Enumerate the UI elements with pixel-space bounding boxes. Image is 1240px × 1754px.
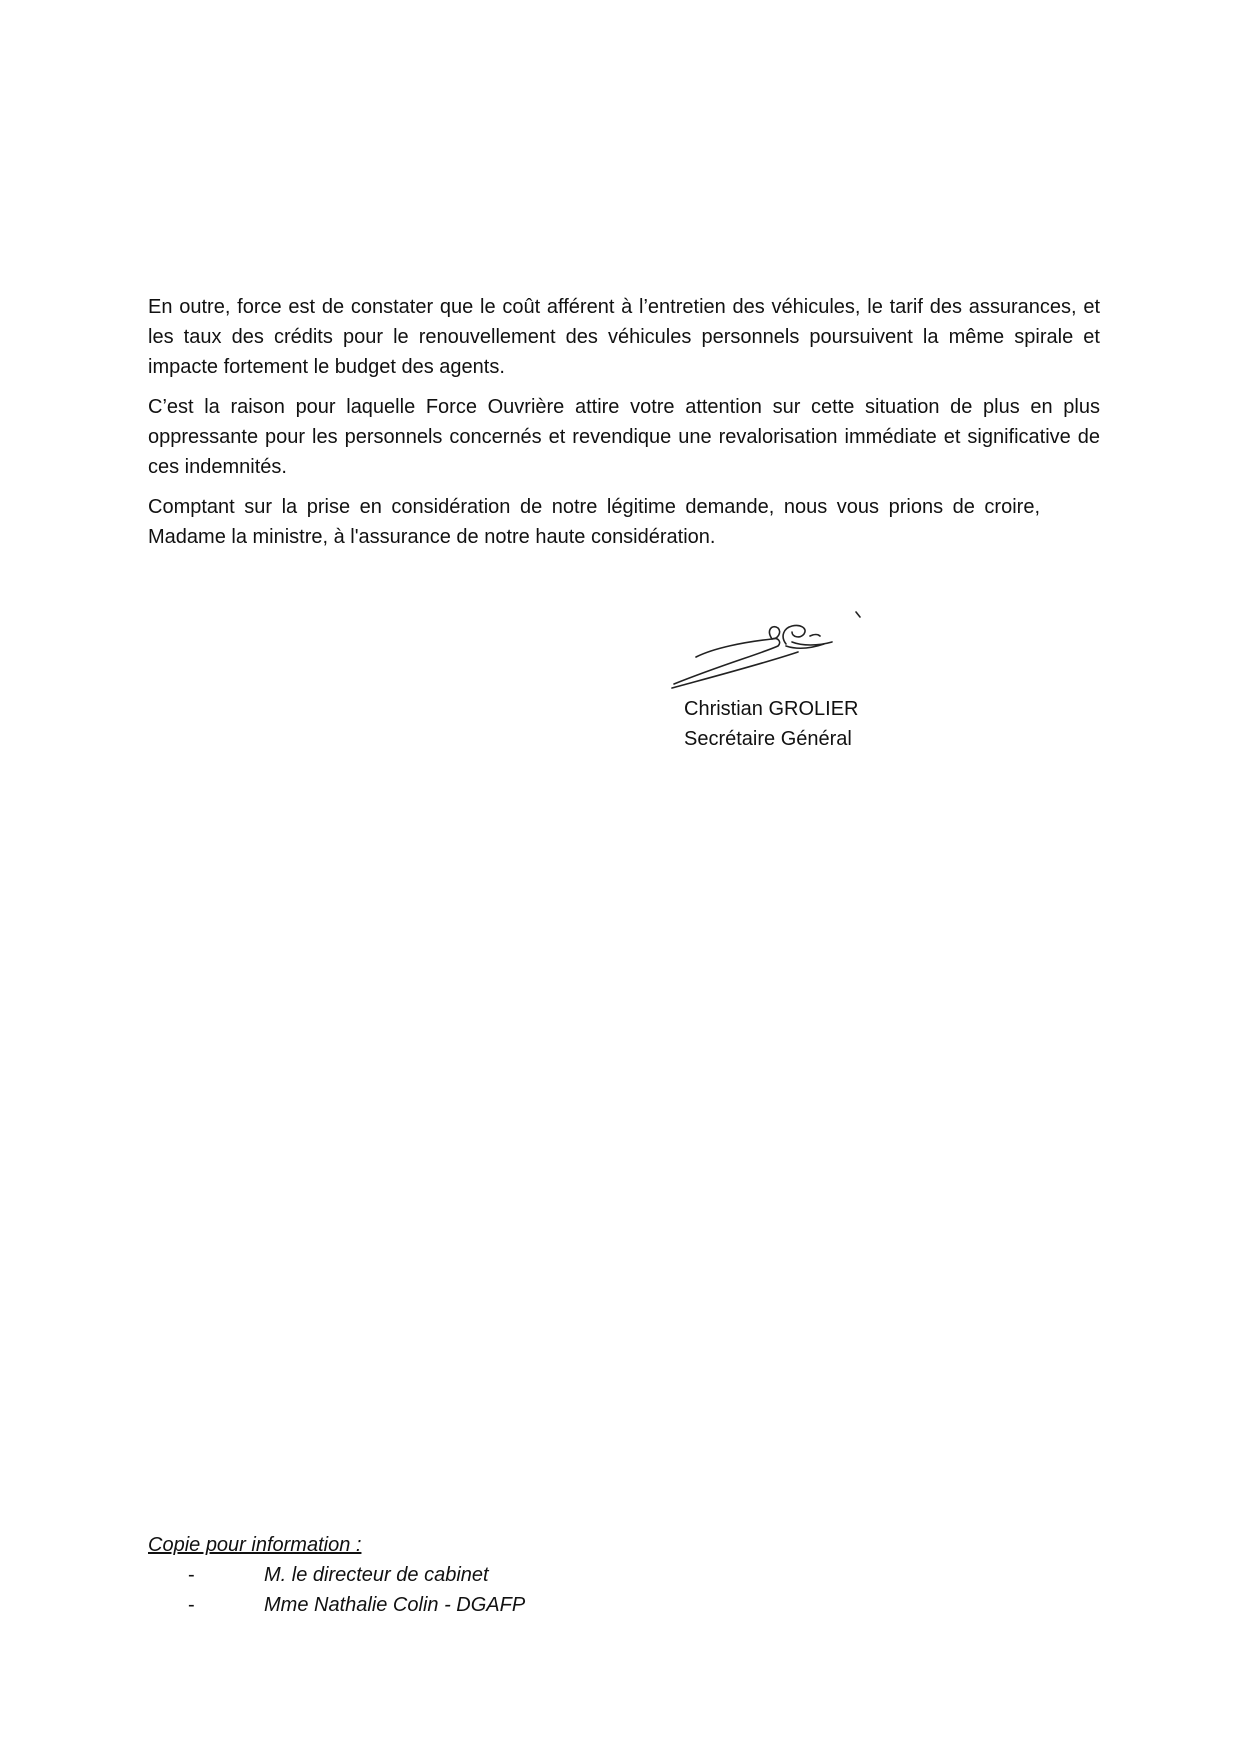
list-bullet: -	[188, 1564, 195, 1586]
copies-list	[148, 1560, 525, 1620]
paragraph-costs: En outre, force est de constater que le coût afférent à l’entretien des véhicules, le tarif des assurances, et les taux des crédits pour le renouvellement des véhicules personnels poursuivent la même spirale et impacte fortement le budget des agents.	[148, 296, 1100, 378]
signer-block	[684, 694, 859, 754]
signer-title: Secrétaire Général	[684, 728, 852, 750]
copies-block	[148, 1530, 525, 1620]
copies-heading: Copie pour information :	[148, 1534, 362, 1556]
paragraph-closing: Comptant sur la prise en considération de notre légitime demande, nous vous prions de croire, Madame la ministre, à l'assurance de notre haute considération.	[148, 496, 1040, 548]
copy-recipient: Mme Nathalie Colin - DGAFP	[264, 1594, 526, 1616]
list-item	[148, 1560, 525, 1590]
letter-body	[148, 292, 1100, 562]
list-item	[148, 1590, 525, 1620]
paragraph-demand: C’est la raison pour laquelle Force Ouvrière attire votre attention sur cette situation de plus en plus oppressante pour les personnels concernés et revendique une revalorisation immédiate et significative de ces indemnités.	[148, 396, 1100, 478]
list-bullet: -	[188, 1594, 195, 1616]
copy-recipient: M. le directeur de cabinet	[264, 1564, 489, 1586]
signer-name: Christian GROLIER	[684, 698, 859, 720]
handwritten-signature	[668, 608, 888, 692]
